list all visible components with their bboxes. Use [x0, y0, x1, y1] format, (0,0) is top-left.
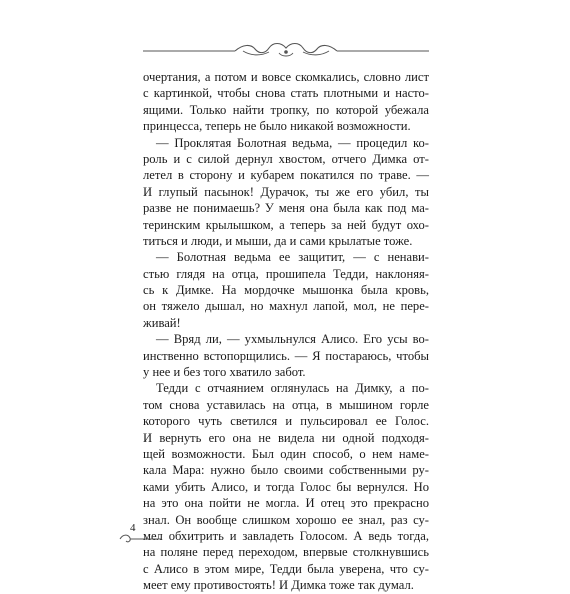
page-number: 4 — [130, 522, 136, 534]
text-line: роль и с силой дернул хвостом, отчего Димка от- — [143, 151, 429, 166]
text-line: сь к Димке. На мордочке мышонка была кровь, — [143, 283, 429, 298]
text-line: на это она пойти не могла. И отец это прекрасно — [143, 496, 429, 511]
text-line: титься и люди, и мыши, да и сами крылатые тоже. — [143, 233, 413, 248]
text-line: разве не понимаешь? У меня она была как под ма- — [143, 201, 429, 216]
text-line: ками убить Алисо, и тогда Голос бы вернулся. Но — [143, 479, 429, 494]
text-line: И вернуть его она не видела ни одной подходя- — [143, 430, 429, 445]
text-line: летел в сторону и кубарем покатился по траве. — — [143, 168, 429, 183]
text-line: — Вряд ли, — ухмыльнулся Алисо. Его усы во- — [156, 332, 429, 347]
text-line: — Болотная ведьма ее защитит, — с ненави- — [156, 250, 429, 265]
text-line: кала Мара: нужно было своими собственными ру- — [143, 463, 429, 478]
text-line: ящими. Только найти тропку, по которой убежала — [143, 102, 429, 117]
header-ornament — [143, 40, 429, 60]
text-line: с Алисо в этом мире, Тедди была уверена, что су- — [143, 561, 429, 576]
text-line: которого чуть светился и пульсировал ее Голос. — [143, 414, 429, 429]
text-line: на поляне перед переходом, впервые столкнувшись — [143, 545, 429, 560]
text-line: живай! — [143, 315, 181, 330]
text-line: И глупый пасынок! Дурачок, ты же его убил, ты — [143, 184, 429, 199]
text-line: — Проклятая Болотная ведьма, — процедил ко- — [156, 135, 429, 150]
text-line: знал. Он вообще слишком хорошо ее знал, раз су- — [143, 512, 429, 527]
footer-ornament — [118, 530, 162, 546]
body-text — [143, 69, 429, 594]
text-line: инственно встопорщились. — Я постараюсь, чтобы — [143, 348, 429, 363]
text-line: очертания, а потом и вовсе скомкались, словно лист — [143, 70, 429, 84]
text-line: теринским крылышком, а теперь за ней будут охо- — [143, 217, 429, 232]
text-line: Тедди с отчаянием оглянулась на Димку, а по- — [156, 381, 429, 396]
text-line: принцесса, теперь не было никакой возможности. — [143, 119, 411, 134]
text-line: он тяжело дышал, но махнул лапой, мол, не пере- — [143, 299, 429, 314]
text-line: стью глядя на отца, прошипела Тедди, наклоняя- — [143, 266, 429, 281]
text-line: щей возможности. Был один способ, о нем наме- — [143, 446, 429, 461]
text-line: с картинкой, чтобы снова стать плотными и насто- — [143, 86, 429, 101]
text-line: меет ему противостоять! И Димка тоже так думал. — [143, 578, 414, 593]
text-line: мел обхитрить и завладеть Голосом. А ведь тогда, — [143, 528, 429, 543]
text-line: у нее и без того хватило забот. — [143, 365, 306, 380]
text-line: том снова уставилась на отца, в мышином горле — [143, 397, 429, 412]
